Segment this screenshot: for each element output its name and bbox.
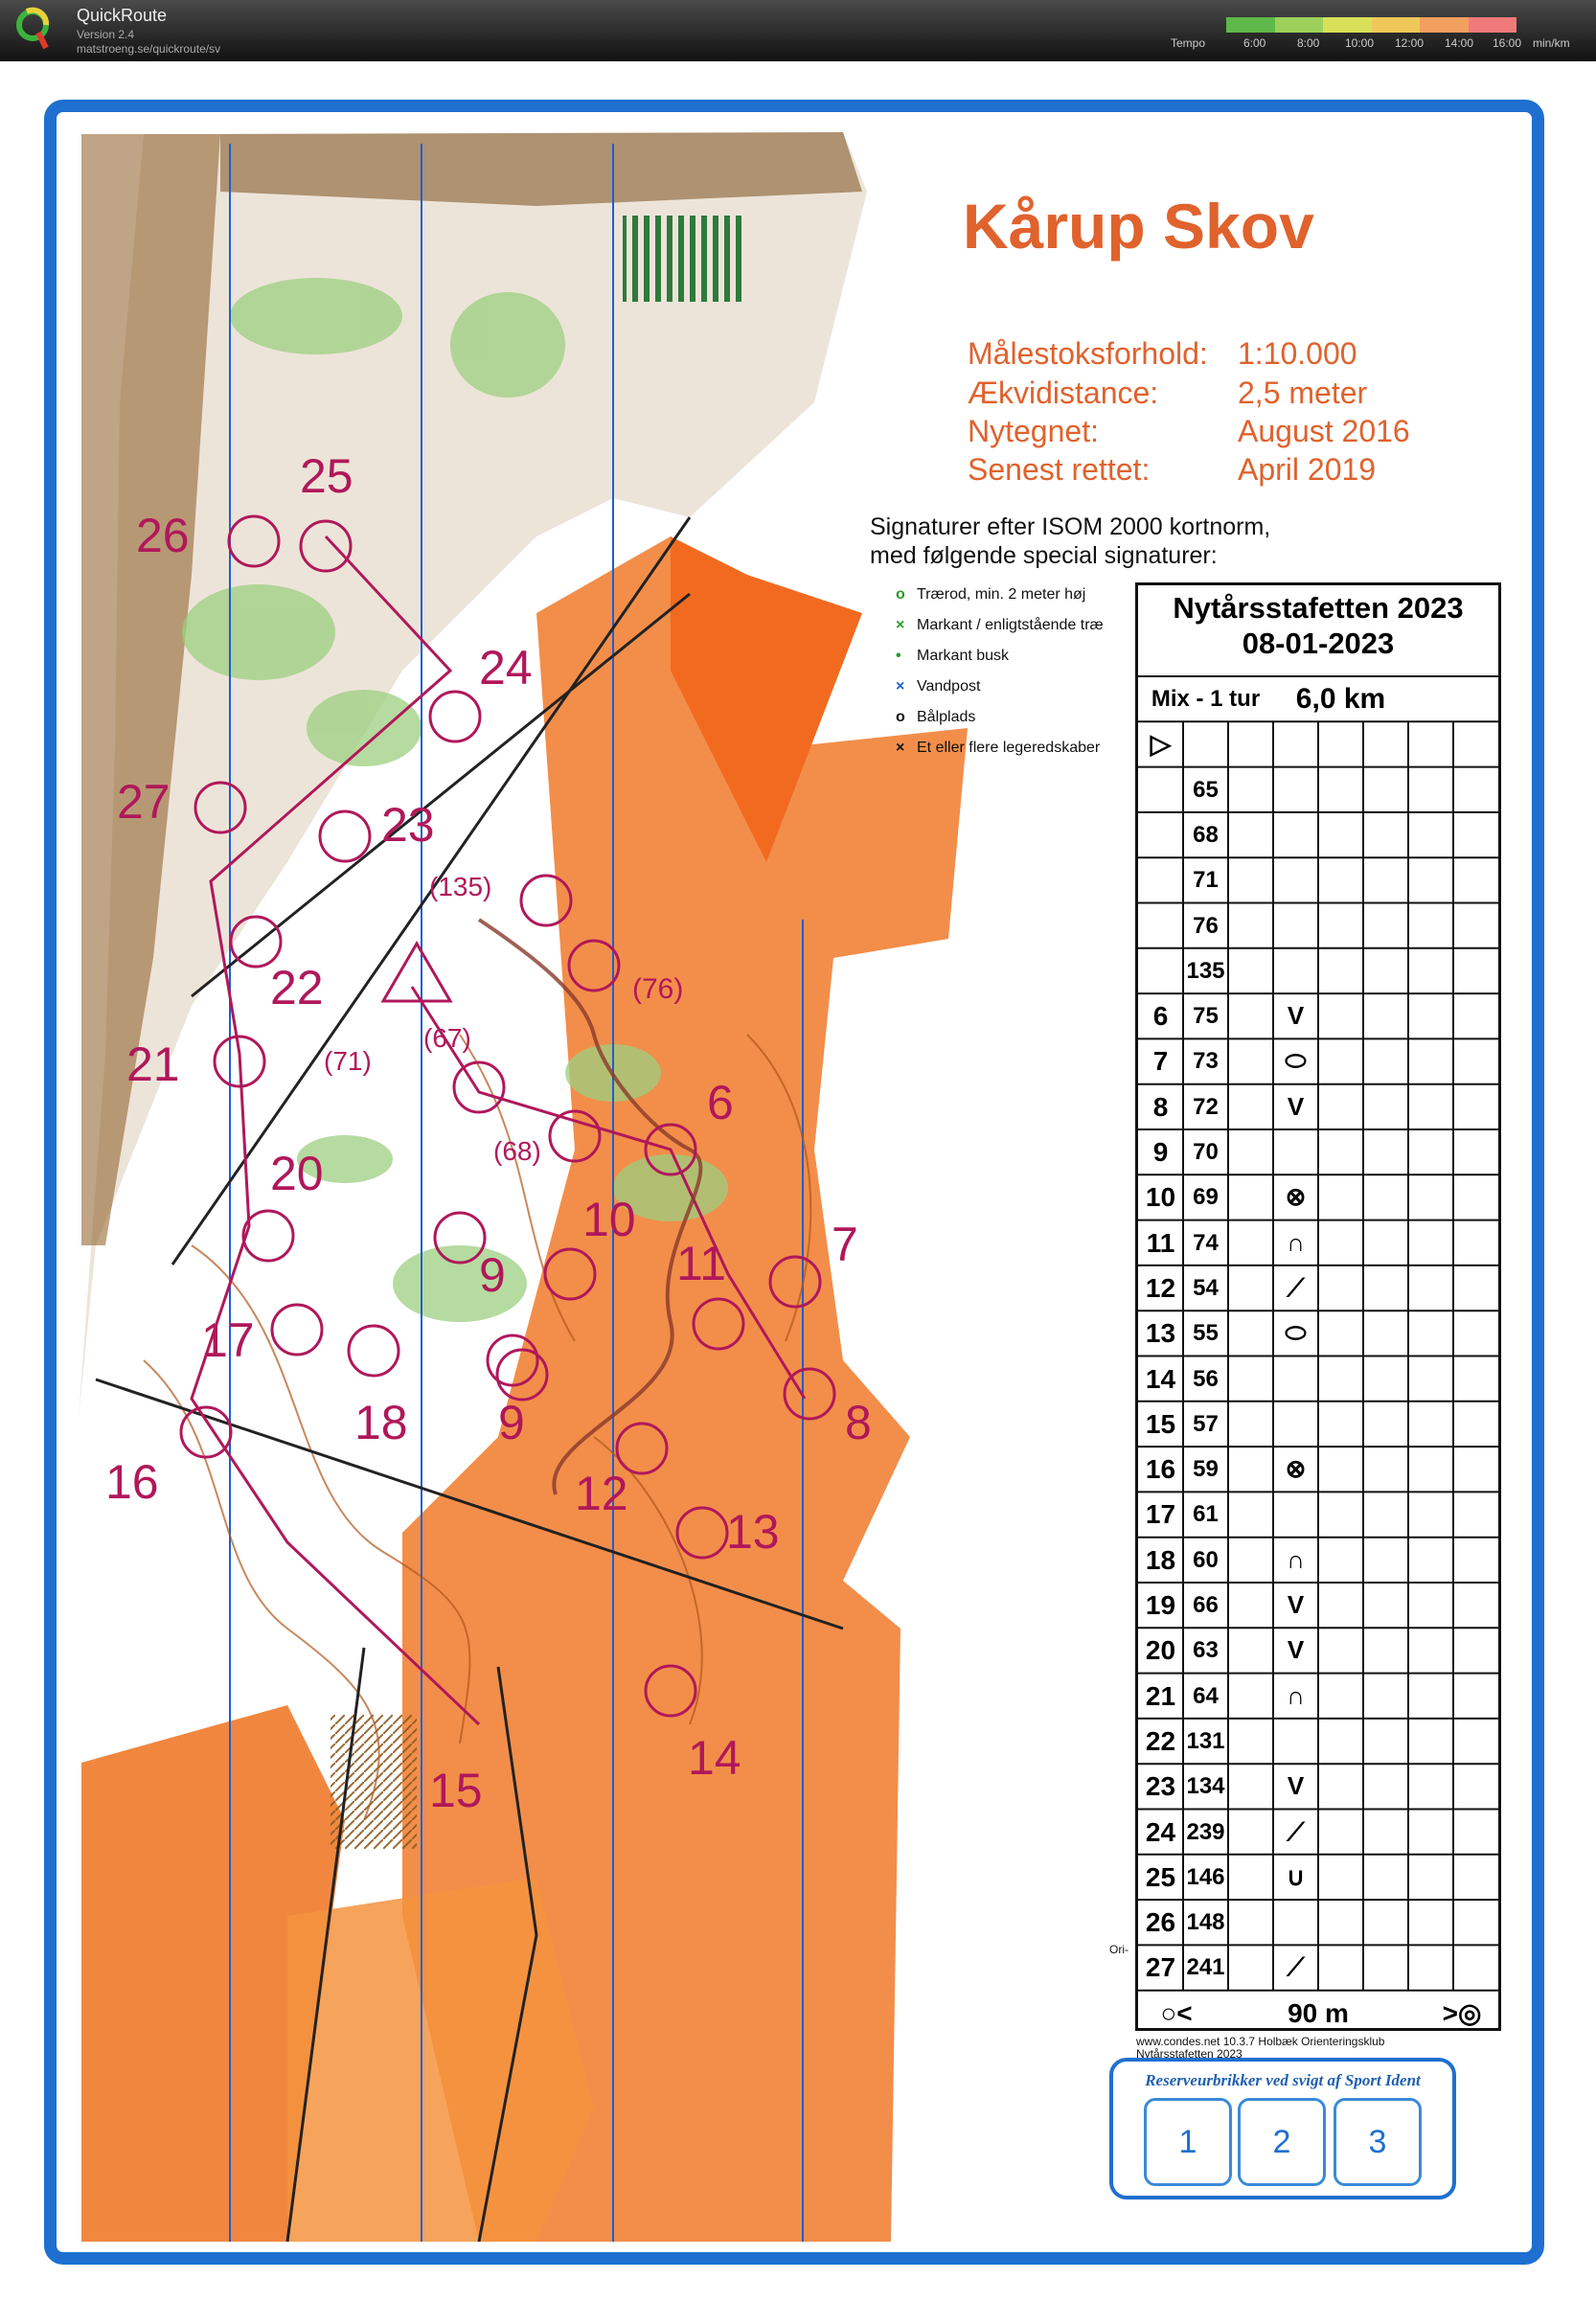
control-code: 134 bbox=[1186, 1773, 1225, 1800]
control-feature-icon: V bbox=[1287, 1091, 1305, 1121]
control-number-label: 24 bbox=[479, 641, 533, 695]
control-number-label: (76) bbox=[632, 973, 684, 1005]
control-sequence-number: 24 bbox=[1145, 1816, 1176, 1847]
control-sequence-number: 23 bbox=[1145, 1771, 1176, 1802]
legend-label: Et eller flere legeredskaber bbox=[917, 740, 1101, 756]
info-key: Nytegnet: bbox=[968, 414, 1099, 448]
tempo-tick: 14:00 bbox=[1445, 36, 1474, 50]
tempo-tick: 10:00 bbox=[1345, 36, 1375, 50]
control-code: 54 bbox=[1193, 1274, 1219, 1301]
control-number-label: (135) bbox=[429, 872, 492, 901]
control-code: 61 bbox=[1193, 1501, 1219, 1528]
control-feature-icon: ∩ bbox=[1287, 1227, 1305, 1257]
course-length: 6,0 km bbox=[1295, 683, 1386, 715]
control-sequence-number: 21 bbox=[1145, 1680, 1176, 1711]
description-footer: www.condes.net 10.3.7 Holbæk Orienteringsklub bbox=[1136, 2035, 1385, 2048]
control-feature-icon: ⬭ bbox=[1285, 1318, 1307, 1348]
control-feature-icon: ∩ bbox=[1287, 1680, 1305, 1710]
playground-icon: × bbox=[896, 740, 905, 756]
fireplace-icon: o bbox=[896, 709, 905, 725]
control-code: 68 bbox=[1193, 821, 1219, 848]
control-sequence-number: 11 bbox=[1146, 1227, 1175, 1258]
control-sequence-number: 16 bbox=[1145, 1454, 1176, 1485]
control-code: 66 bbox=[1193, 1592, 1219, 1618]
app-name: QuickRoute bbox=[77, 6, 168, 25]
legend-label: Vandpost bbox=[917, 678, 981, 695]
green-stripe-block bbox=[623, 216, 747, 302]
legend-item bbox=[896, 648, 1009, 665]
control-sequence-number: 20 bbox=[1145, 1635, 1176, 1666]
control-sequence-number: 7 bbox=[1152, 1046, 1169, 1077]
control-code: 70 bbox=[1193, 1139, 1219, 1165]
finish-distance: 90 m bbox=[1288, 1997, 1349, 2028]
info-value: August 2016 bbox=[1238, 414, 1410, 448]
finish-start-icon: ○< bbox=[1160, 1997, 1193, 2028]
control-sequence-number: 26 bbox=[1145, 1907, 1176, 1938]
backup-card-box[interactable]: 1 bbox=[1144, 2098, 1232, 2186]
control-number-label: (71) bbox=[324, 1046, 372, 1076]
tempo-label: Tempo bbox=[1171, 36, 1206, 50]
signature-note-line2: med følgende special signaturer: bbox=[870, 542, 1218, 569]
legend-label: Markant / enligtstående træ bbox=[917, 617, 1104, 633]
control-feature-icon: ⊗ bbox=[1285, 1182, 1307, 1212]
bush-icon: • bbox=[896, 648, 901, 664]
control-feature-icon: ⊗ bbox=[1285, 1454, 1307, 1484]
control-code: 75 bbox=[1193, 1003, 1219, 1030]
control-number-label: 9 bbox=[479, 1248, 506, 1302]
control-code: 69 bbox=[1193, 1184, 1219, 1211]
start-icon: ▷ bbox=[1150, 729, 1172, 760]
info-value: April 2019 bbox=[1238, 452, 1377, 487]
control-sequence-number: 22 bbox=[1145, 1725, 1176, 1756]
control-sequence-number: 18 bbox=[1145, 1544, 1176, 1575]
control-code: 148 bbox=[1186, 1909, 1225, 1936]
course-class: Mix - 1 tur bbox=[1151, 686, 1261, 712]
control-sequence-number: 10 bbox=[1145, 1182, 1176, 1213]
control-sequence-number: 6 bbox=[1152, 1001, 1169, 1032]
event-name: Nytårsstafetten 2023 bbox=[1173, 591, 1464, 625]
app-version: Version 2.4 bbox=[77, 28, 135, 41]
control-sequence-number: 8 bbox=[1152, 1091, 1169, 1122]
legend-label: Markant busk bbox=[917, 648, 1010, 664]
control-sequence-number: 25 bbox=[1145, 1861, 1176, 1892]
orange-field-bottom bbox=[287, 1878, 594, 2242]
control-number-label: 20 bbox=[270, 1147, 324, 1200]
control-number-label: 17 bbox=[201, 1313, 255, 1367]
control-description-table bbox=[1135, 582, 1501, 2031]
finish-icon: >◎ bbox=[1442, 1997, 1482, 2028]
info-key: Målestoksforhold: bbox=[968, 336, 1208, 371]
control-number-label: 7 bbox=[832, 1218, 858, 1271]
control-code: 60 bbox=[1193, 1546, 1219, 1573]
control-number-label: 26 bbox=[136, 509, 190, 562]
control-feature-icon: ⬭ bbox=[1285, 1046, 1307, 1076]
control-sequence-number: 9 bbox=[1152, 1137, 1169, 1167]
control-code: 74 bbox=[1193, 1229, 1219, 1256]
control-number-label: 11 bbox=[676, 1237, 726, 1290]
legend-item bbox=[896, 709, 975, 726]
info-value: 1:10.000 bbox=[1238, 336, 1357, 371]
legend-item bbox=[896, 586, 1085, 604]
control-number-label: (68) bbox=[493, 1136, 541, 1166]
legend-label: Bålplads bbox=[917, 709, 976, 725]
control-sequence-number: 27 bbox=[1145, 1952, 1176, 1983]
control-code: 146 bbox=[1186, 1863, 1225, 1890]
tempo-unit: min/km bbox=[1533, 36, 1570, 50]
control-number-label: 12 bbox=[575, 1467, 628, 1520]
tempo-tick: 16:00 bbox=[1493, 36, 1522, 50]
brown-top-strip bbox=[220, 132, 862, 206]
app-url: matstroeng.se/quickroute/sv bbox=[77, 42, 221, 56]
control-number-label: 27 bbox=[117, 775, 171, 829]
control-code: 239 bbox=[1186, 1818, 1225, 1845]
control-code: 59 bbox=[1193, 1456, 1219, 1483]
tree-icon: × bbox=[896, 617, 905, 633]
control-code: 76 bbox=[1193, 912, 1219, 939]
hatched-area bbox=[331, 1715, 417, 1849]
control-number-label: 16 bbox=[105, 1455, 159, 1509]
control-code: 241 bbox=[1186, 1954, 1225, 1981]
control-number-label: 14 bbox=[688, 1731, 741, 1785]
control-number-label: 9 bbox=[498, 1396, 525, 1449]
control-feature-icon: V bbox=[1287, 1635, 1305, 1665]
map-title: Kårup Skov bbox=[963, 191, 1314, 262]
tempo-tick: 12:00 bbox=[1395, 36, 1425, 50]
event-date: 08-01-2023 bbox=[1242, 627, 1395, 660]
info-key: Ækvidistance: bbox=[968, 376, 1159, 410]
water-post-icon: × bbox=[896, 678, 905, 695]
root-stock-icon: o bbox=[896, 586, 905, 603]
tempo-tick: 8:00 bbox=[1297, 36, 1320, 50]
legend-item bbox=[896, 678, 980, 695]
control-code: 56 bbox=[1193, 1365, 1219, 1392]
control-sequence-number: 19 bbox=[1145, 1590, 1176, 1620]
control-feature-icon: ⟋ bbox=[1287, 1816, 1305, 1846]
control-sequence-number: 14 bbox=[1145, 1363, 1176, 1394]
backup-card-box[interactable]: 2 bbox=[1238, 2098, 1326, 2186]
control-number-label: 25 bbox=[300, 449, 353, 503]
legend-label: Trærod, min. 2 meter høj bbox=[917, 586, 1086, 603]
control-number-label: 21 bbox=[126, 1037, 180, 1091]
control-code: 57 bbox=[1193, 1410, 1219, 1437]
control-code: 64 bbox=[1193, 1682, 1219, 1709]
control-feature-icon: ⟋ bbox=[1287, 1952, 1305, 1982]
control-feature-icon: ∩ bbox=[1287, 1544, 1305, 1574]
control-sequence-number: 17 bbox=[1145, 1499, 1176, 1530]
control-feature-icon: V bbox=[1287, 1771, 1305, 1801]
control-code: 55 bbox=[1193, 1320, 1219, 1347]
legend-item bbox=[896, 617, 1104, 634]
legend-item bbox=[896, 740, 1100, 757]
control-number-label: 8 bbox=[845, 1396, 872, 1449]
control-feature-icon: ⟋ bbox=[1287, 1272, 1305, 1302]
tempo-tick: 6:00 bbox=[1243, 36, 1266, 50]
control-code: 73 bbox=[1193, 1048, 1219, 1075]
ori-text: Ori- bbox=[1109, 1943, 1129, 1956]
control-sequence-number: 12 bbox=[1145, 1272, 1176, 1303]
backup-card-box[interactable]: 3 bbox=[1334, 2098, 1422, 2186]
control-sequence-number: 15 bbox=[1145, 1408, 1176, 1439]
control-sequence-number: 13 bbox=[1145, 1318, 1176, 1349]
control-number-label: 18 bbox=[354, 1396, 408, 1449]
info-value: 2,5 meter bbox=[1238, 376, 1368, 410]
control-feature-icon: V bbox=[1287, 1590, 1305, 1619]
control-number-label: 23 bbox=[381, 798, 435, 852]
control-code: 72 bbox=[1193, 1093, 1219, 1120]
sport-ident-title: Reserveurbrikker ved svigt af Sport Ident bbox=[1145, 2071, 1421, 2089]
control-number-label: 10 bbox=[582, 1193, 636, 1246]
control-code: 131 bbox=[1186, 1727, 1225, 1754]
control-number-label: 22 bbox=[270, 961, 324, 1014]
control-feature-icon: ∪ bbox=[1286, 1861, 1306, 1891]
description-footer: Nytårsstafetten 2023 bbox=[1136, 2047, 1243, 2061]
control-code: 71 bbox=[1193, 867, 1219, 894]
signature-note-line1: Signaturer efter ISOM 2000 kortnorm, bbox=[870, 513, 1271, 540]
control-code: 135 bbox=[1186, 957, 1225, 984]
info-key: Senest rettet: bbox=[968, 452, 1151, 487]
control-feature-icon: V bbox=[1287, 1001, 1305, 1031]
control-number-label: 13 bbox=[726, 1505, 780, 1559]
control-number-label: 15 bbox=[429, 1764, 483, 1817]
sport-ident-backup-box bbox=[1109, 2058, 1456, 2199]
control-number-label: 6 bbox=[707, 1076, 734, 1129]
control-code: 65 bbox=[1193, 776, 1219, 803]
control-number-label: (67) bbox=[423, 1023, 471, 1053]
control-code: 63 bbox=[1193, 1637, 1219, 1664]
